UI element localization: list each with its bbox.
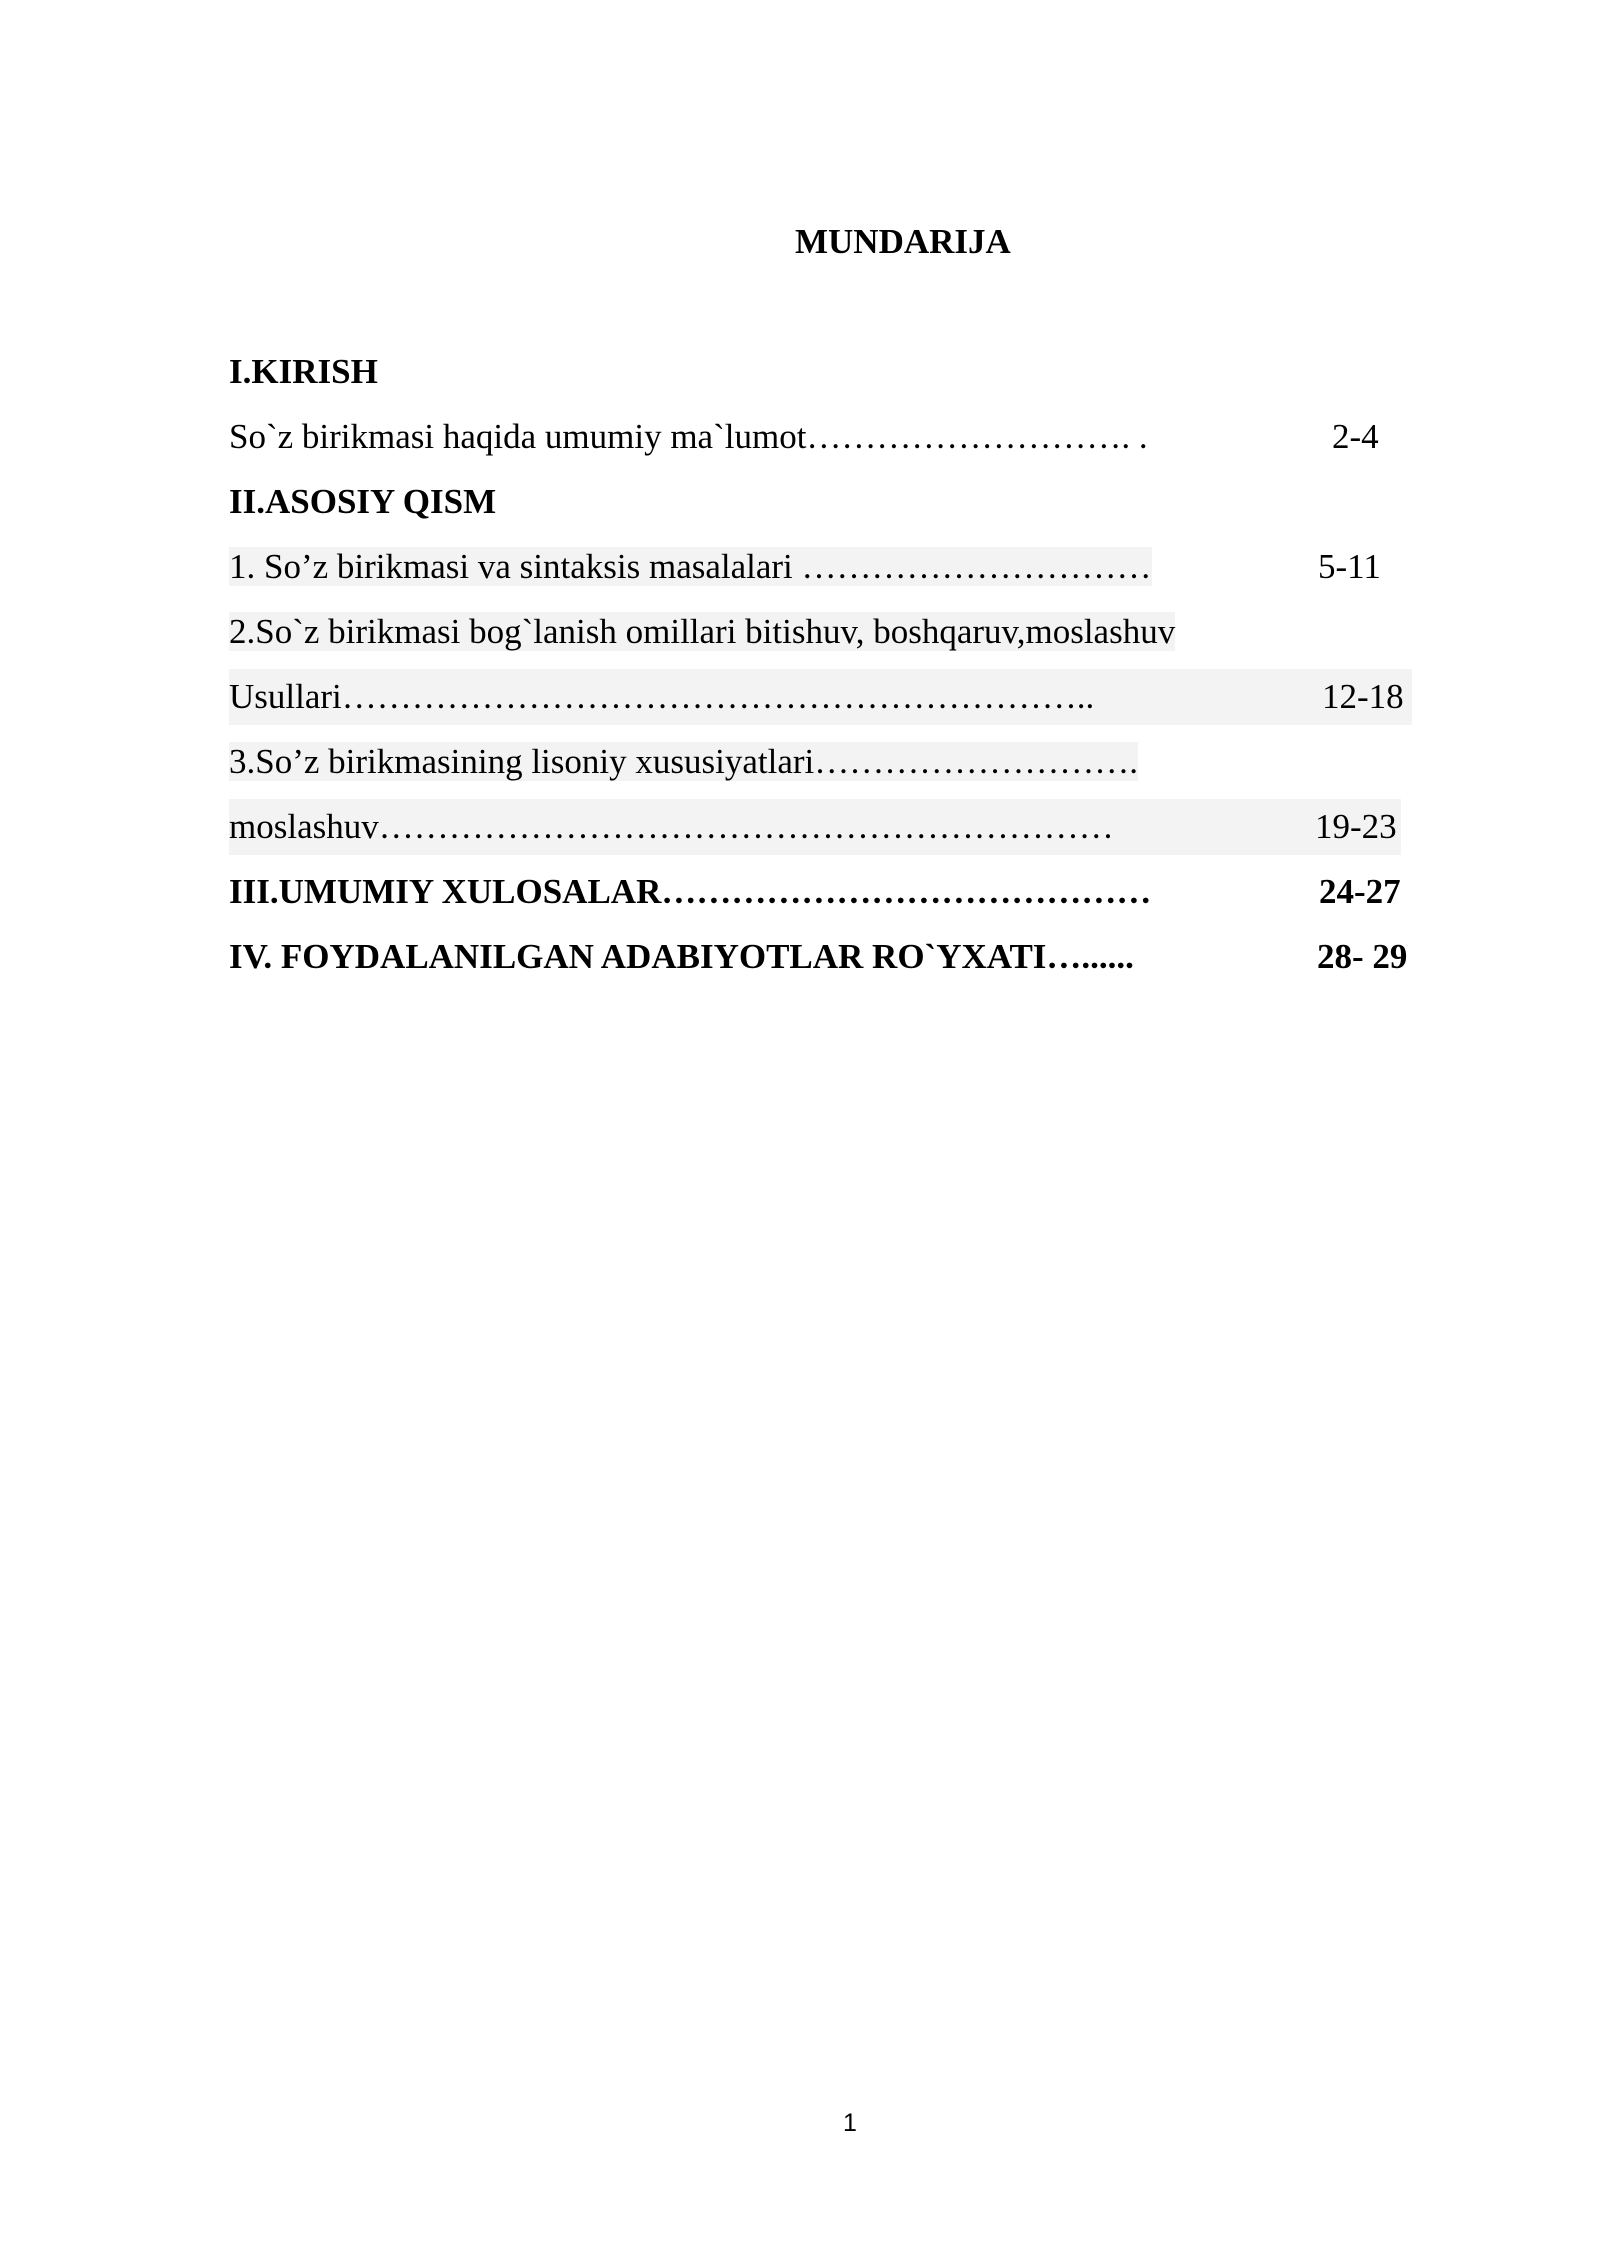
toc-entry-pages: 2-4 xyxy=(1332,417,1379,456)
page-title: MUNDARIJA xyxy=(795,222,1011,261)
toc-entry-pages: 24-27 xyxy=(1319,872,1401,911)
toc-entry-label: 3.So’z birikmasining lisoniy xususiyatlari………………………. xyxy=(229,742,1138,781)
toc-entry-text: So`z birikmasi haqida umumiy ma`lumot………………………. . xyxy=(229,417,1148,456)
toc-heading-kirish: I.KIRISH xyxy=(229,352,378,391)
toc-entry-pages: 5-11 xyxy=(1318,547,1381,586)
toc-entry-text xyxy=(229,539,1152,595)
toc-entry-pages: 12-18 xyxy=(1322,677,1404,716)
page-number: 1 xyxy=(843,2109,857,2137)
toc-entry-pages: 19-23 xyxy=(1315,807,1397,846)
toc-entry-text: III.UMUMIY XULOSALAR…………………………………… xyxy=(229,872,1152,911)
toc-entry-text xyxy=(229,604,1175,660)
toc-entry-label: 1. So’z birikmasi va sintaksis masalalari ………………………… xyxy=(229,547,1152,586)
toc-entry-label: 2.So`z birikmasi bog`lanish omillari bitishuv, boshqaruv,moslashuv xyxy=(229,612,1176,651)
toc-entry-text: Usullari……………………………………………………….. xyxy=(229,669,1412,725)
toc-heading-asosiy-qism: II.ASOSIY QISM xyxy=(229,482,497,521)
toc-entry-text xyxy=(229,734,1138,790)
toc-entry-text: moslashuv……………………………………………………… xyxy=(229,799,1401,855)
toc-entry-pages: 28- 29 xyxy=(1317,937,1408,976)
toc-entry-text: IV. FOYDALANILGAN ADABIYOTLAR RO`YXATI…...... xyxy=(229,937,1134,976)
